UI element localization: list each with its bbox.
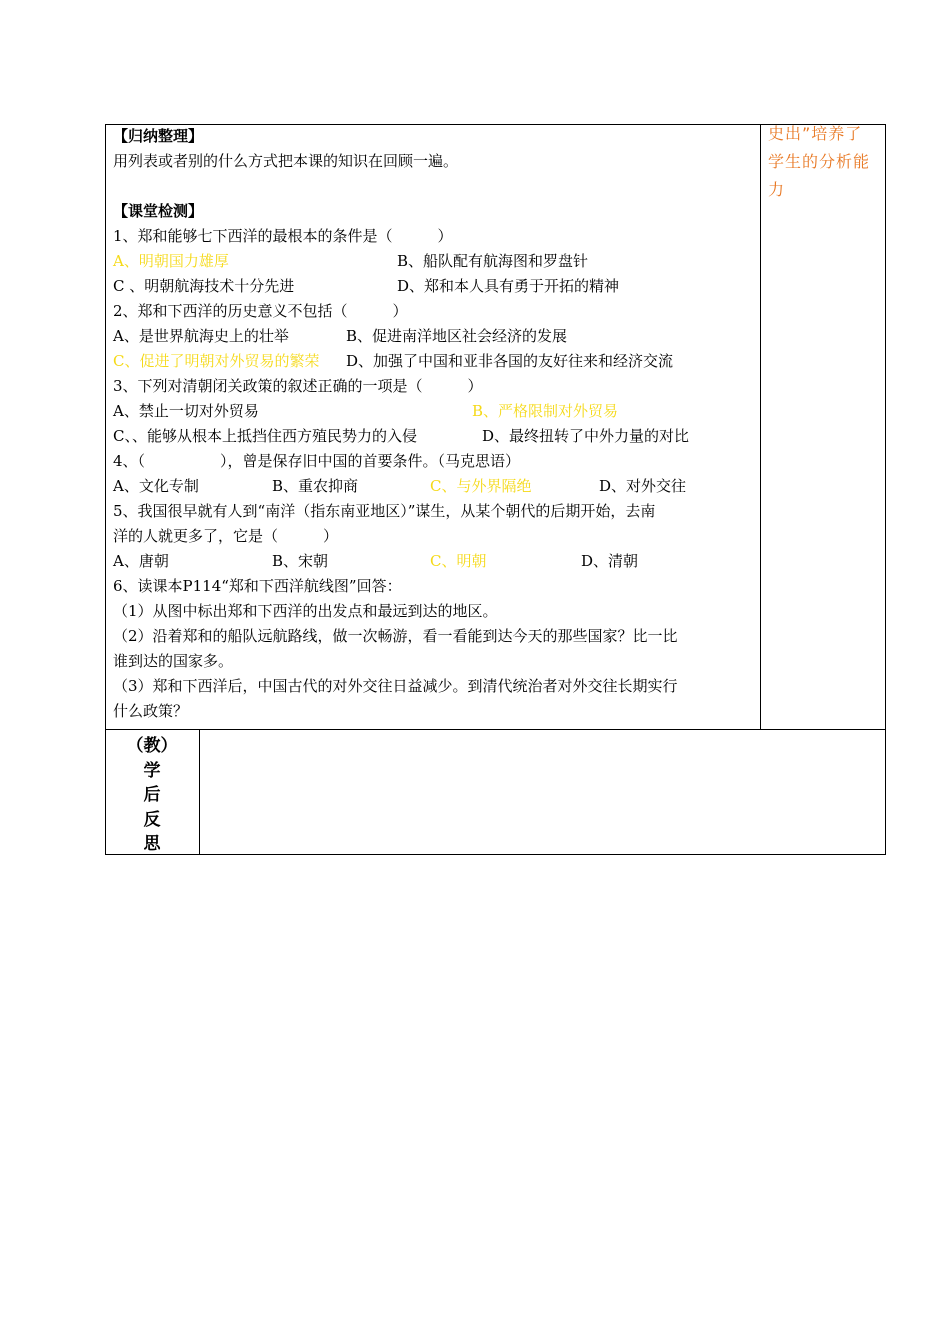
reflection-label-line: 反 <box>143 809 161 830</box>
reflection-label-line: （教） <box>126 736 178 756</box>
q2-options-ab <box>113 324 758 349</box>
q1-options-ab <box>113 249 758 274</box>
summary-heading: 【归纳整理】 <box>113 127 204 145</box>
q4-option-b: B、重农抑商 <box>272 477 359 495</box>
q2-options-cd <box>113 349 758 374</box>
q3-options-cd <box>113 424 758 449</box>
q6-part3-line2: 什么政策？ <box>113 702 189 720</box>
side-note <box>768 120 882 204</box>
q6-part2-line2: 谁到达的国家多。 <box>113 652 234 670</box>
column-divider <box>760 124 761 730</box>
quiz-heading: 【课堂检测】 <box>113 202 204 220</box>
q6-part3-line1: （3）郑和下西洋后，中国古代的对外交往日益减少。到清代统治者对外交往长期实行 <box>113 677 678 695</box>
q1-option-d: D、郑和本人具有勇于开拓的精神 <box>397 277 620 295</box>
q5-stem-line2: 洋的人就更多了，它是（ ） <box>113 527 339 545</box>
q1-option-b: B、船队配有航海图和罗盘针 <box>397 252 589 270</box>
q1-options-cd <box>113 274 758 299</box>
q1-option-a: A、明朝国力雄厚 <box>113 252 229 270</box>
blank-line <box>113 174 758 199</box>
q3-option-d: D、最终扭转了中外力量的对比 <box>482 427 690 445</box>
reflection-label-line: 思 <box>143 834 161 854</box>
q6-stem: 6、读课本P114“郑和下西洋航线图”回答： <box>113 577 402 595</box>
q2-option-a: A、是世界航海史上的壮举 <box>113 327 289 345</box>
side-note-line: 力 <box>768 180 786 199</box>
main-content <box>113 124 758 724</box>
q2-option-c: C、促进了明朝对外贸易的繁荣 <box>113 352 320 370</box>
q6-part2-line1: （2）沿着郑和的船队远航路线，做一次畅游，看一看能到达今天的那些国家？比一比 <box>113 627 678 645</box>
q5-option-c: C、明朝 <box>430 552 487 570</box>
q1-option-c: C 、明朝航海技术十分先进 <box>113 277 295 295</box>
side-note-line: 史出”培养了 <box>768 124 863 143</box>
q3-stem: 3、下列对清朝闭关政策的叙述正确的一项是（ ） <box>113 377 483 395</box>
q5-stem-line1: 5、我国很早就有人到“南洋（指东南亚地区）”谋生，从某个朝代的后期开始，去南 <box>113 502 656 520</box>
reflection-label <box>105 734 199 857</box>
q1-stem: 1、郑和能够七下西洋的最根本的条件是（ ） <box>113 227 453 245</box>
q5-option-b: B、宋朝 <box>272 552 329 570</box>
q4-option-a: A、文化专制 <box>113 477 199 495</box>
q5-options <box>113 549 758 574</box>
q4-option-c: C、与外界隔绝 <box>430 477 532 495</box>
q3-option-b: B、严格限制对外贸易 <box>472 402 619 420</box>
q2-option-b: B、促进南洋地区社会经济的发展 <box>346 327 568 345</box>
reflection-divider <box>199 729 200 855</box>
q3-option-a: A、禁止一切对外贸易 <box>113 402 259 420</box>
q3-options-ab <box>113 399 758 424</box>
reflection-label-line: 学 <box>143 760 161 781</box>
q2-stem: 2、郑和下西洋的历史意义不包括（ ） <box>113 302 408 320</box>
summary-text: 用列表或者别的什么方式把本课的知识在回顾一遍。 <box>113 152 459 170</box>
row-divider <box>105 729 886 730</box>
q2-option-d: D、加强了中国和亚非各国的友好往来和经济交流 <box>346 352 674 370</box>
q6-part1: （1）从图中标出郑和下西洋的出发点和最远到达的地区。 <box>113 602 498 620</box>
q4-options <box>113 474 758 499</box>
q4-stem: 4、（ ），曾是保存旧中国的首要条件。（马克思语） <box>113 452 521 470</box>
q5-option-a: A、唐朝 <box>113 552 169 570</box>
q3-option-c: C、、能够从根本上抵挡住西方殖民势力的入侵 <box>113 427 417 445</box>
q5-option-d: D、清朝 <box>581 552 639 570</box>
reflection-label-line: 后 <box>143 785 161 805</box>
q4-option-d: D、对外交往 <box>599 477 687 495</box>
side-note-line: 学生的分析能 <box>768 152 871 171</box>
